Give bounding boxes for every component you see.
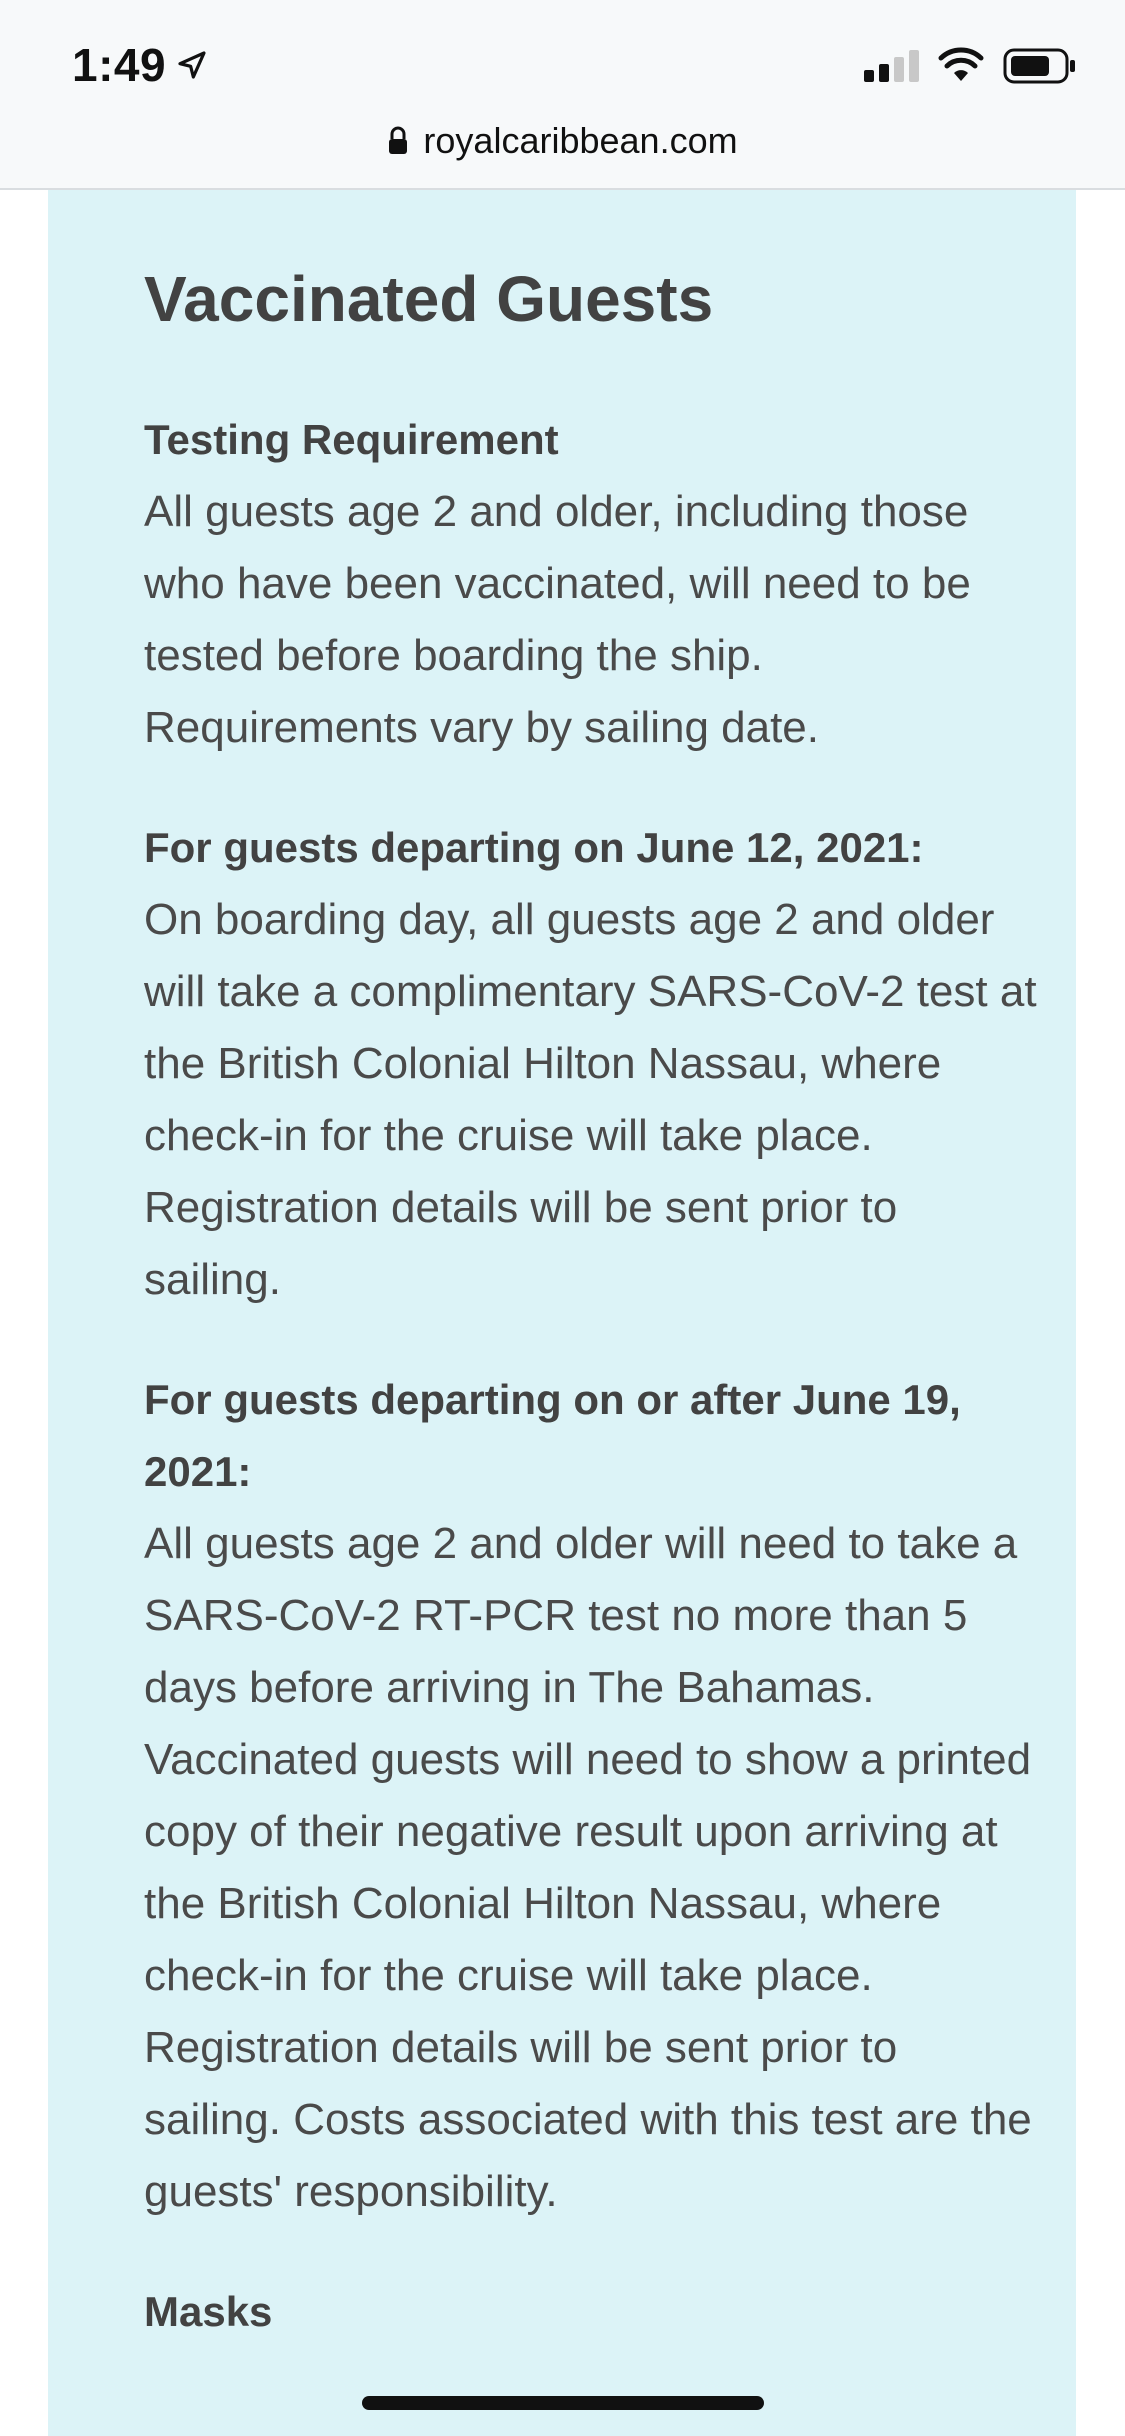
wifi-icon — [939, 49, 983, 83]
masks-heading-partial: Masks — [144, 2288, 273, 2335]
address-bar[interactable] — [0, 112, 1125, 170]
url-text: royalcaribbean.com — [423, 120, 738, 161]
section-heading: For guests departing on or after June 19, 2021: — [144, 1376, 961, 1495]
section-body: All guests age 2 and older will need to take a SARS-CoV-2 RT-PCR test no more than 5 days before arriving in The Bahamas. Vaccinated guests will need to show a printed copy of their negative result upon arriving at the British Colonial Hilton Nassau, where check-in for the cruise will take place. Registration details will be sent prior to sailing. Costs associated with this test are the guests' responsibility. — [144, 1519, 1032, 2216]
home-indicator[interactable] — [362, 2396, 764, 2410]
section-heading: Testing Requirement — [144, 416, 559, 463]
location-arrow-icon — [176, 49, 208, 81]
battery-icon — [1003, 48, 1077, 84]
section-heading: For guests departing on June 12, 2021: — [144, 824, 924, 871]
june-12-section — [144, 812, 1044, 1316]
testing-requirement-section — [144, 404, 1044, 764]
status-time-text: 1:49 — [72, 39, 167, 91]
status-time — [72, 38, 208, 92]
cellular-signal-icon — [864, 50, 919, 82]
browser-chrome — [0, 0, 1125, 190]
card-content — [144, 258, 1044, 2335]
vaccinated-guests-card — [48, 190, 1076, 2436]
section-body: On boarding day, all guests age 2 and older will take a complimentary SARS-CoV-2 test at the British Colonial Hilton Nassau, where check-in for the cruise will take place. Registration details will be sent prior to sailing. — [144, 895, 1037, 1304]
lock-icon — [387, 126, 409, 156]
status-indicators — [864, 48, 1077, 84]
june-19-section — [144, 1364, 1044, 2228]
card-title: Vaccinated Guests — [144, 263, 714, 335]
section-body: All guests age 2 and older, including those who have been vaccinated, will need to be tested before boarding the ship. Requirements vary by sailing date. — [144, 487, 971, 752]
